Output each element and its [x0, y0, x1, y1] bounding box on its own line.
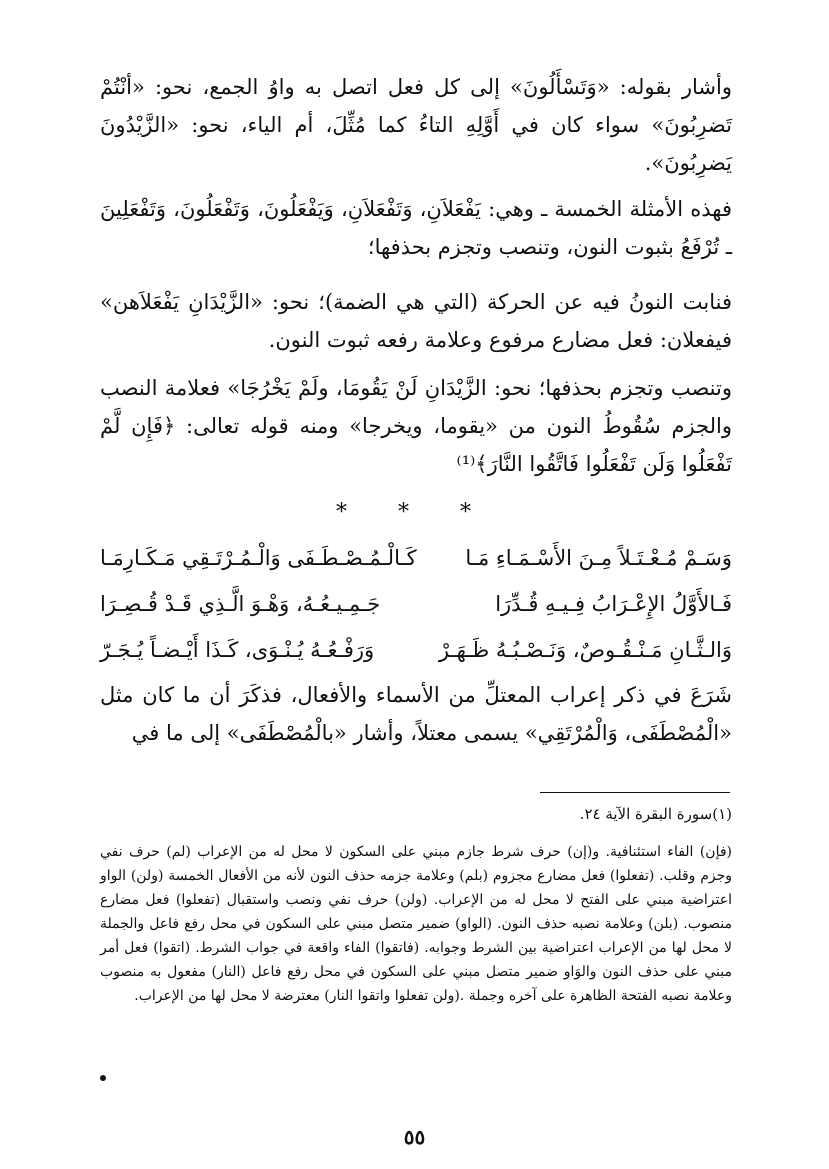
footnote-separator-line: [540, 792, 730, 793]
verse-1-second-hemistich: كَـالْـمُـصْـطَـفَى وَالْـمُـرْتَـقِي مَـكَـارِمَـا: [100, 546, 417, 570]
paragraph-4: وتنصب وتجزم بحذفها؛ نحو: الزَّيْدَانِ لَنْ يَقُومَا، ولَمْ يَخْرُجَا» فعلامة النصب والجزم سُقُوطُ النون من «يقوما، ويخرجا» ومنه قوله تعالى: ﴿فَإِن لَّمْ تَفْعَلُوا وَلَن تَفْعَلُوا فَاتَّقُوا النَّارَ﴾⁽¹⁾: [100, 376, 732, 476]
verse-2-second-hemistich: جَـمِـيـعُـهُ، وَهْـوَ الَّـذِي قَـدْ قُـصِـرَا: [100, 592, 381, 616]
verse-line-1: [100, 538, 732, 578]
footnote-reference: (١)سورة البقرة الآية ٢٤.: [579, 805, 732, 823]
paragraph-3: فنابت النونُ فيه عن الحركة (التي هي الضمة)؛ نحو: «الزَّيْدَانِ يَفْعَلاَهن» فيفعلان: فعل مضارع مرفوع وعلامة رفعه ثبوت النون.: [100, 290, 732, 352]
verse-3-first-hemistich: وَالـثَّـانِ مَـنْـقُـوصٌ، وَنَـصْـبُـهُ ظَـهَـرْ: [438, 638, 732, 662]
verse-1-first-hemistich: وَسَـمْ مُـعْـتَـلاً مِـنَ الأَسْـمَـاءِ مَـا: [465, 546, 732, 570]
section-separator-stars: * * *: [336, 500, 493, 525]
bullet-dot: [100, 1075, 110, 1085]
verse-line-2: [100, 584, 732, 624]
paragraph-1: وأشار بقوله: «وَتَسْأَلُونَ» إلى كل فعل اتصل به واوُ الجمع، نحو: «أنْتُمْ تَضرِبُونَ» سواء كان في أَوَّلِهِ التاءُ كما مُثِّلَ، أم الياء، نحو: «الزَّيْدُونَ يَضرِبُونَ».: [100, 75, 732, 175]
verse-line-3: [100, 630, 732, 670]
paragraph-after-verses: شَرَعَ في ذكر إعراب المعتلِّ من الأسماء والأفعال، فذكَرَ أن ما كان مثل «الْمُصْطَفَى، وَالْمُرْتَقِي» يسمى معتلاً، وأشار «بالْمُصْطَفَى» إلى ما في: [100, 683, 732, 745]
page-number: ٥٥: [403, 1125, 426, 1149]
footnote-text: (فإن) الفاء استئنافية. و(إن) حرف شرط جازم مبني على السكون لا محل له من الإعراب (لم) حرف نفي وجزم وقلب. (تفعلوا) فعل مضارع مجزوم (بلم) وعلامة جزمه حذف النون لأنه من الأفعال الخمسة (ولن) الواو اعتراضية مبني على الفتح لا محل له من الإعراب. (ولن) حرف نفي ونصب واستقبال (تفعلوا) فعل مضارع منصوب. (بلن) وعلامة نصبه حذف النون. (الواو) ضمير متصل مبني على السكون في محل رفع فاعل والجملة لا محل لها من الإعراب اعتراضية بين الشرط وجوابه. (فاتقوا) الفاء واقعة في جواب الشرط. (اتقوا) فعل أمر مبني على حذف النون والوَاو ضمير متصل مبني على السكون في محل رفع فاعل (النار) مفعول به منصوب وعلامة نصبه الفتحة الظاهرة على آخره وجملة .(ولن تفعلوا واتقوا النار) معترضة لا محل لها من الإعراب.: [100, 844, 732, 1004]
verse-2-first-hemistich: فَـالأَوَّلُ الإِعْـرَابُ فِـيـهِ قُـدِّرَا: [495, 592, 732, 616]
paragraph-2: فهذه الأمثلة الخمسة ـ وهي: يَفْعَلاَنِ، وَتَفْعَلاَنِ، وَيَفْعَلُونَ، وَتَفْعَلُونَ، وَتَفْعَلِينَ ـ تُرْفَعُ بثبوت النون، وتنصب وتجزم بحذفها؛: [100, 197, 732, 259]
verse-3-second-hemistich: وَرَفْـعُـهُ يُـنْـوَى، كَـذَا أَيْـضـاً يُـجَـرّ: [100, 638, 375, 662]
